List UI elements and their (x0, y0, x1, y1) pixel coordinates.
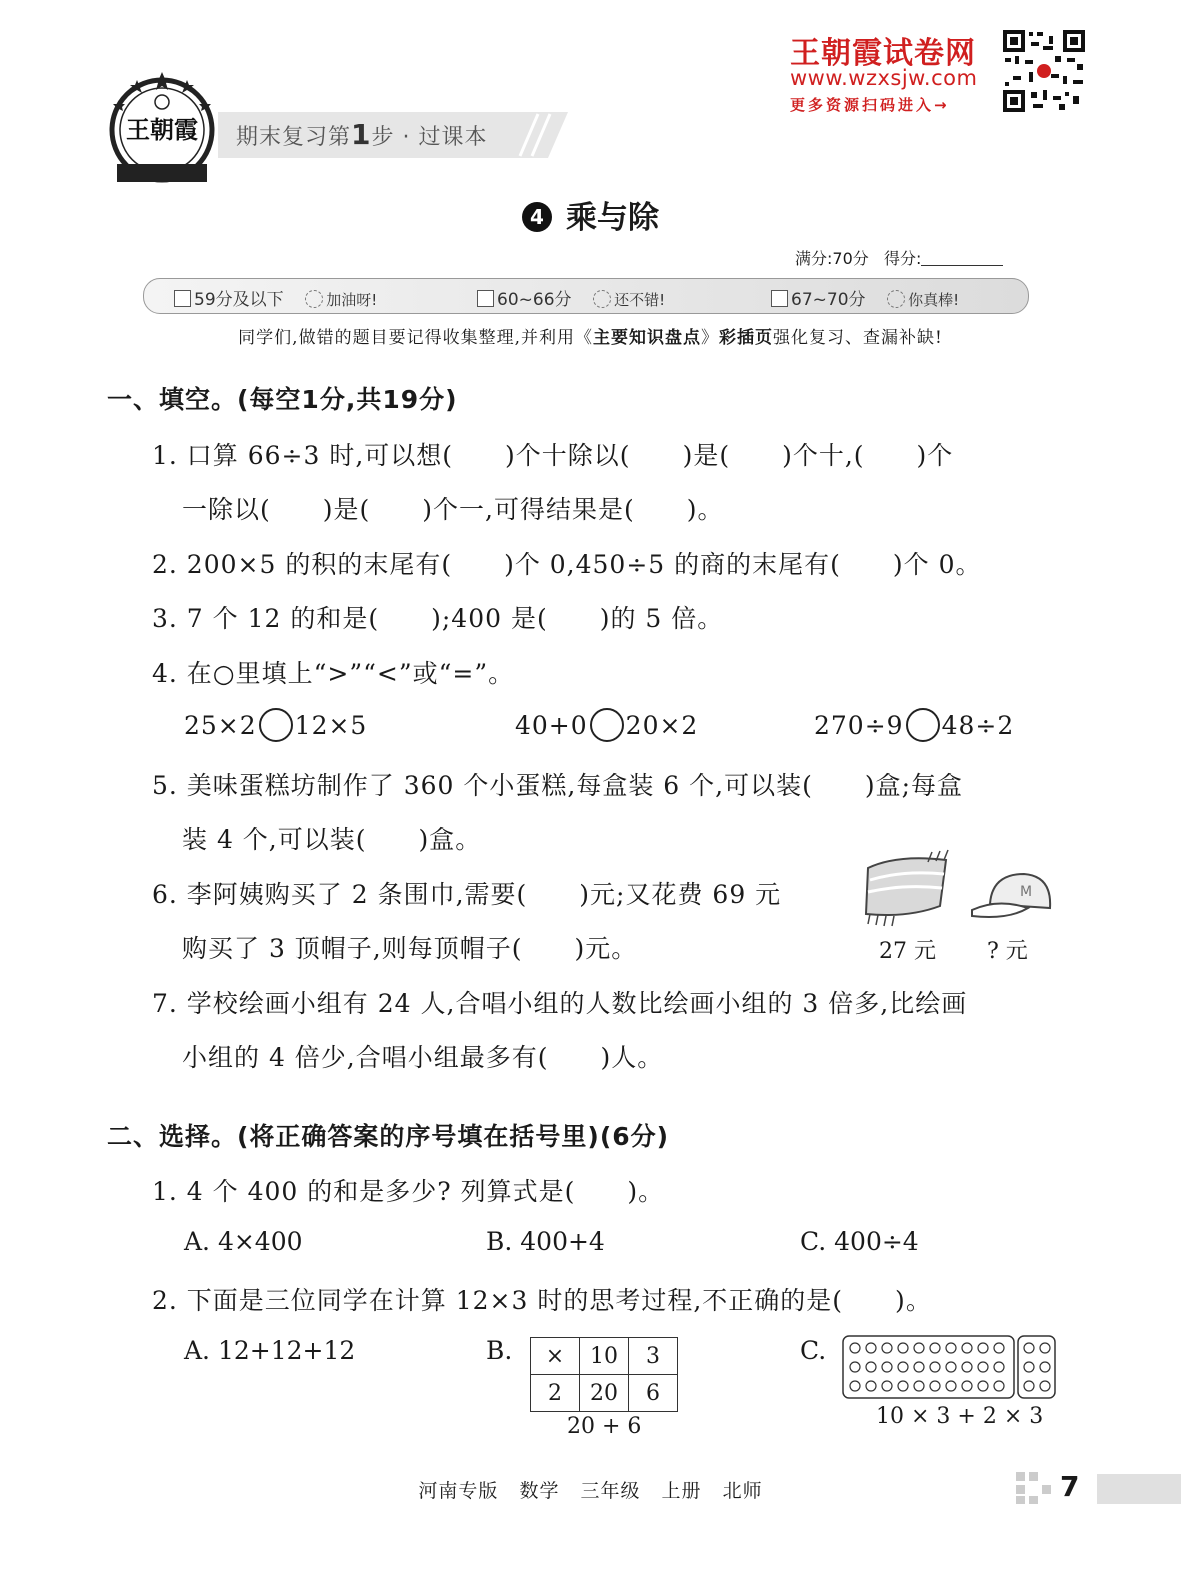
section-1-heading: 一、填空。(每空1分,共19分) (107, 385, 458, 414)
question-1-line-2: 一除以( )是( )个一,可得结果是( )。 (182, 495, 724, 524)
compare-circle[interactable] (590, 708, 624, 742)
compare-item-2: 40+0 20×2 (515, 708, 698, 742)
grid-cell: 2 (531, 1375, 580, 1412)
scarf-price: 27 元 (879, 939, 936, 964)
question-2: 2. 200×5 的积的末尾有( )个 0,450÷5 的商的末尾有( )个 0。 (152, 550, 982, 579)
question-6-line-2: 购买了 3 顶帽子,则每顶帽子( )元。 (182, 934, 638, 963)
grade-bar (143, 278, 1029, 314)
grade-range-2: 60~66分 还不错! (477, 285, 665, 310)
svg-text:M: M (1020, 884, 1033, 900)
question-3: 3. 7 个 12 的和是( );400 是( )的 5 倍。 (152, 604, 724, 633)
svg-text:王朝霞: 王朝霞 (126, 115, 198, 144)
grid-cell: 20 (580, 1375, 629, 1412)
grade-range-1: 59分及以下 加油呀! (174, 285, 377, 310)
scarf-icon (858, 848, 954, 928)
brand-title: 王朝霞试卷网 (790, 36, 976, 71)
choice-option-c[interactable]: C. 400÷4 (800, 1227, 919, 1256)
smiley-icon (887, 290, 905, 308)
checkbox-icon[interactable] (771, 290, 788, 307)
question-1-line-1: 1. 口算 66÷3 时,可以想( )个十除以( )是( )个十,( )个 (152, 441, 954, 470)
smiley-icon (593, 290, 611, 308)
page-title: 4 乘与除 (0, 192, 1181, 237)
compare-circle[interactable] (259, 708, 293, 742)
cap-price: ? 元 (987, 939, 1028, 964)
score-blank[interactable] (921, 251, 1003, 266)
question-5-line-2: 装 4 个,可以装( )盒。 (182, 825, 482, 854)
compare-item-3: 270÷9 48÷2 (814, 708, 1014, 742)
question-4: 4. 在○里填上“>”“<”或“=”。 (152, 659, 515, 688)
brand-url[interactable]: www.wzxsjw.com (790, 66, 978, 90)
dot-array-expression: 10 × 3 + 2 × 3 (876, 1404, 1044, 1429)
compare-item-1: 25×2 12×5 (184, 708, 367, 742)
grid-cell: 10 (580, 1338, 629, 1375)
grade-range-3: 67~70分 你真棒! (771, 285, 959, 310)
grid-cell: 6 (629, 1375, 678, 1412)
page-number-bar (1097, 1474, 1181, 1504)
section-2-heading: 二、选择。(将正确答案的序号填在括号里)(6分) (107, 1122, 670, 1151)
choice-option-b[interactable]: B. 400+4 (486, 1227, 605, 1256)
thinking-option-c-label[interactable]: C. (800, 1336, 827, 1365)
footer-edition: 河南专版 数学 三年级 上册 北师 (418, 1480, 763, 1502)
multiplication-grid (530, 1337, 678, 1412)
checkbox-icon[interactable] (477, 290, 494, 307)
cap-icon (968, 868, 1054, 924)
compare-circle[interactable] (906, 708, 940, 742)
series-title: 期末复习第1步 · 过课本 (236, 118, 488, 151)
question-6-line-1: 6. 李阿姨购买了 2 条围巾,需要( )元;又花费 69 元 (152, 880, 782, 909)
review-note: 同学们,做错的题目要记得收集整理,并利用《主要知识盘点》彩插页强化复习、查漏补缺! (238, 328, 943, 348)
brand-more-link[interactable]: 更多资源扫码进入→ (790, 96, 950, 114)
dot-array-diagram (842, 1335, 1056, 1399)
question-7-line-2: 小组的 4 倍少,合唱小组最多有( )人。 (182, 1043, 664, 1072)
page-number: 7 (1060, 1470, 1080, 1503)
choice-question-1: 1. 4 个 400 的和是多少? 列算式是( )。 (152, 1177, 665, 1206)
grid-cell: 3 (629, 1338, 678, 1375)
grid-cell: × (531, 1338, 580, 1375)
score-line: 满分:70分 得分: (795, 246, 1003, 269)
qr-code-icon[interactable] (1003, 30, 1085, 112)
question-5-line-1: 5. 美味蛋糕坊制作了 360 个小蛋糕,每盒装 6 个,可以装( )盒;每盒 (152, 771, 964, 800)
unit-number-badge: 4 (522, 202, 552, 232)
question-7-line-1: 7. 学校绘画小组有 24 人,合唱小组的人数比绘画小组的 3 倍多,比绘画 (152, 989, 968, 1018)
thinking-option-a[interactable]: A. 12+12+12 (184, 1336, 356, 1365)
grid-sum: 20 + 6 (567, 1414, 642, 1439)
thinking-option-b-label[interactable]: B. (486, 1336, 513, 1365)
choice-question-2: 2. 下面是三位同学在计算 12×3 时的思考过程,不正确的是( )。 (152, 1286, 932, 1315)
checkbox-icon[interactable] (174, 290, 191, 307)
wangzhaoxia-logo (107, 68, 217, 188)
choice-option-a[interactable]: A. 4×400 (184, 1227, 303, 1256)
smiley-icon (305, 290, 323, 308)
